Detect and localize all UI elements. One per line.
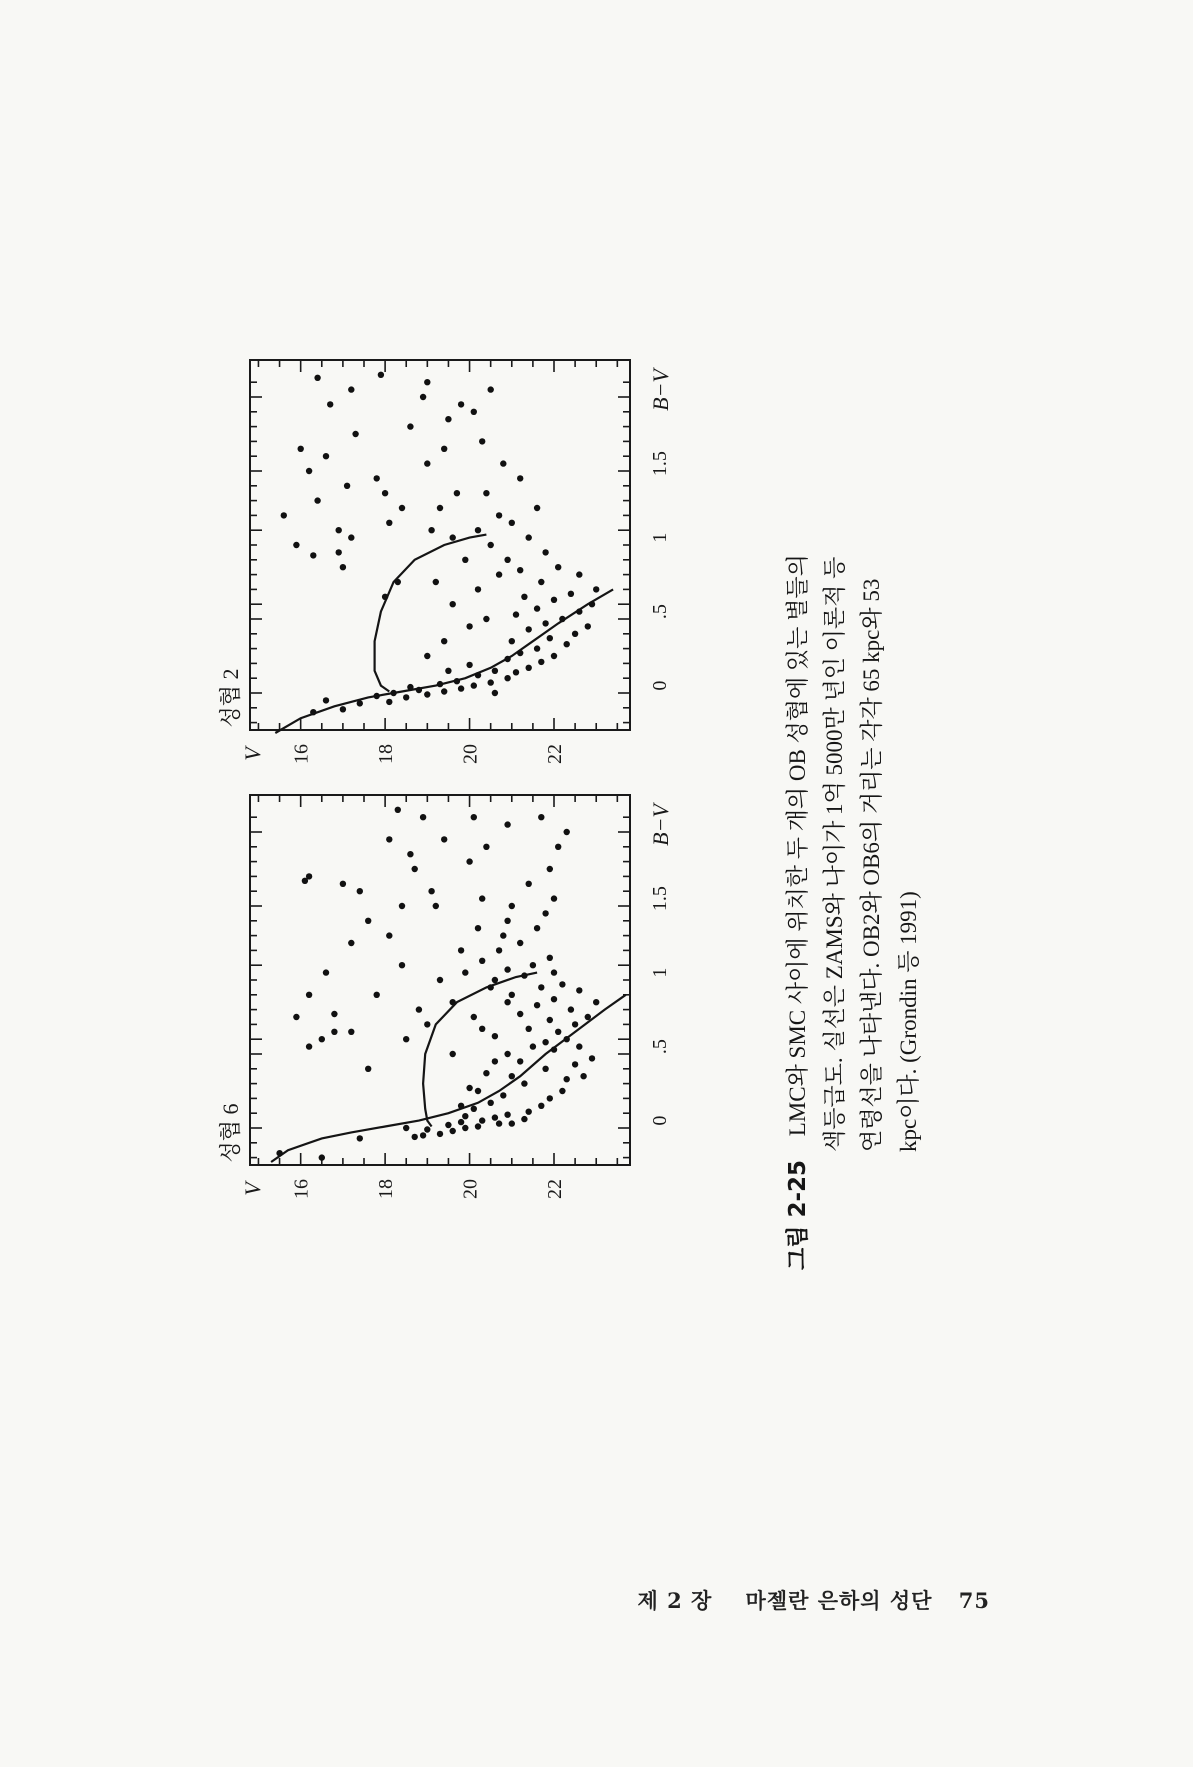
star-point: [306, 468, 312, 474]
star-point: [572, 1021, 578, 1027]
star-point: [504, 675, 510, 681]
star-point: [542, 1066, 548, 1072]
star-point: [462, 1113, 468, 1119]
star-point: [551, 895, 557, 901]
star-point: [386, 699, 392, 705]
star-point: [441, 688, 447, 694]
star-point: [555, 564, 561, 570]
v-tick-label: 22: [544, 744, 566, 764]
star-point: [323, 453, 329, 459]
star-point: [538, 814, 544, 820]
star-point: [437, 505, 443, 511]
star-point: [306, 1043, 312, 1049]
caption-line-1: [784, 554, 811, 1270]
bv-tick-label: .5: [649, 604, 671, 620]
star-point: [542, 910, 548, 916]
star-point: [412, 866, 418, 872]
star-point: [314, 497, 320, 503]
star-point: [534, 645, 540, 651]
bv-axis-label: B−V: [648, 804, 673, 846]
star-point: [488, 679, 494, 685]
v-axis-label: V: [240, 747, 265, 761]
star-point: [538, 1103, 544, 1109]
star-point: [564, 829, 570, 835]
star-point: [504, 918, 510, 924]
star-point: [551, 653, 557, 659]
star-point: [475, 586, 481, 592]
star-point: [382, 594, 388, 600]
star-point: [488, 386, 494, 392]
star-point: [530, 1043, 536, 1049]
star-point: [378, 372, 384, 378]
bv-tick-label: 1.5: [649, 451, 671, 477]
star-point: [504, 999, 510, 1005]
star-point: [471, 1106, 477, 1112]
star-point: [445, 1122, 451, 1128]
star-point: [450, 999, 456, 1005]
star-point: [331, 1011, 337, 1017]
star-point: [386, 932, 392, 938]
star-point: [399, 962, 405, 968]
star-point: [475, 925, 481, 931]
star-point: [585, 1014, 591, 1020]
star-point: [521, 594, 527, 600]
star-point: [593, 586, 599, 592]
star-point: [348, 1029, 354, 1035]
star-point: [509, 520, 515, 526]
star-point: [526, 626, 532, 632]
star-point: [555, 844, 561, 850]
star-point: [433, 579, 439, 585]
star-point: [517, 1058, 523, 1064]
star-point: [323, 697, 329, 703]
star-point: [564, 1076, 570, 1082]
star-point: [534, 1002, 540, 1008]
star-point: [424, 460, 430, 466]
star-point: [403, 1036, 409, 1042]
bv-tick-label: 0: [649, 680, 671, 691]
zams-curve: [271, 995, 626, 1162]
v-tick-label: 16: [290, 744, 313, 764]
star-point: [589, 601, 595, 607]
chart-association-2: [218, 360, 673, 764]
star-point: [319, 1154, 325, 1160]
star-point: [538, 579, 544, 585]
star-point: [319, 1036, 325, 1042]
star-point: [576, 987, 582, 993]
star-point: [559, 981, 565, 987]
star-point: [504, 656, 510, 662]
star-point: [437, 1131, 443, 1137]
star-point: [492, 1114, 498, 1120]
star-point: [403, 694, 409, 700]
star-point: [428, 527, 434, 533]
star-point: [399, 903, 405, 909]
star-point: [475, 1088, 481, 1094]
star-point: [504, 1051, 510, 1057]
star-point: [513, 669, 519, 675]
star-point: [348, 534, 354, 540]
star-point: [458, 1103, 464, 1109]
star-point: [504, 557, 510, 563]
v-tick-label: 20: [459, 1179, 482, 1199]
star-point: [458, 947, 464, 953]
star-point: [348, 386, 354, 392]
star-point: [471, 409, 477, 415]
star-point: [534, 925, 540, 931]
star-point: [365, 918, 371, 924]
star-point: [466, 662, 472, 668]
star-point: [551, 996, 557, 1002]
panel-title: 성협 6: [218, 1103, 243, 1163]
star-point: [420, 1132, 426, 1138]
star-point: [293, 1014, 299, 1020]
star-point: [306, 873, 312, 879]
star-point: [424, 691, 430, 697]
star-point: [542, 549, 548, 555]
star-point: [526, 881, 532, 887]
star-point: [475, 1123, 481, 1129]
star-point: [466, 1085, 472, 1091]
star-point: [517, 1011, 523, 1017]
star-point: [441, 446, 447, 452]
star-point: [521, 1080, 527, 1086]
star-point: [513, 611, 519, 617]
star-point: [276, 1150, 282, 1156]
star-point: [433, 903, 439, 909]
bv-axis-label: B−V: [648, 369, 673, 411]
star-point: [454, 490, 460, 496]
star-point: [416, 1006, 422, 1012]
star-point: [450, 1128, 456, 1134]
star-point: [547, 635, 553, 641]
star-point: [504, 821, 510, 827]
star-point: [416, 687, 422, 693]
star-point: [458, 401, 464, 407]
star-point: [462, 557, 468, 563]
chart-association-6: [218, 795, 673, 1199]
v-axis-label: V: [240, 1182, 265, 1196]
v-tick-label: 18: [375, 1179, 398, 1199]
star-point: [517, 475, 523, 481]
v-tick-label: 16: [290, 1179, 313, 1199]
star-point: [500, 1092, 506, 1098]
star-point: [340, 881, 346, 887]
star-point: [572, 1061, 578, 1067]
star-point: [517, 650, 523, 656]
star-point: [585, 623, 591, 629]
star-point: [479, 1117, 485, 1123]
star-point: [365, 1066, 371, 1072]
star-point: [344, 483, 350, 489]
star-point: [589, 1055, 595, 1061]
star-point: [500, 460, 506, 466]
star-point: [281, 512, 287, 518]
star-point: [450, 1051, 456, 1057]
figure-label: 그림 2-25: [785, 1160, 811, 1270]
page-number: 75: [958, 1588, 990, 1613]
bv-tick-label: 1: [649, 967, 671, 978]
star-point: [576, 571, 582, 577]
star-point: [483, 490, 489, 496]
star-point: [509, 638, 515, 644]
star-point: [521, 972, 527, 978]
star-point: [424, 653, 430, 659]
star-point: [488, 984, 494, 990]
star-point: [310, 709, 316, 715]
star-point: [450, 601, 456, 607]
star-point: [462, 969, 468, 975]
star-point: [547, 1017, 553, 1023]
star-point: [551, 597, 557, 603]
star-point: [517, 567, 523, 573]
star-point: [331, 1029, 337, 1035]
bv-tick-label: 1.5: [649, 886, 671, 912]
star-point: [458, 1119, 464, 1125]
star-point: [403, 1125, 409, 1131]
star-point: [407, 684, 413, 690]
star-point: [323, 969, 329, 975]
star-point: [348, 940, 354, 946]
star-point: [492, 690, 498, 696]
star-point: [407, 423, 413, 429]
star-point: [488, 542, 494, 548]
plot-frame: [250, 360, 630, 730]
star-point: [386, 520, 392, 526]
figure-caption: [784, 554, 921, 1270]
star-point: [340, 706, 346, 712]
star-point: [496, 512, 502, 518]
star-point: [441, 638, 447, 644]
star-point: [479, 958, 485, 964]
star-point: [314, 375, 320, 381]
star-point: [542, 620, 548, 626]
star-point: [496, 947, 502, 953]
star-point: [542, 1039, 548, 1045]
star-point: [471, 814, 477, 820]
star-point: [526, 1109, 532, 1115]
star-point: [551, 1046, 557, 1052]
star-point: [526, 665, 532, 671]
star-point: [572, 631, 578, 637]
star-point: [471, 682, 477, 688]
star-point: [492, 668, 498, 674]
star-point: [479, 438, 485, 444]
star-point: [445, 668, 451, 674]
star-point: [568, 1006, 574, 1012]
star-point: [521, 1116, 527, 1122]
star-point: [407, 851, 413, 857]
star-point: [509, 992, 515, 998]
star-point: [390, 690, 396, 696]
star-point: [492, 977, 498, 983]
star-point: [483, 616, 489, 622]
star-point: [492, 1033, 498, 1039]
v-tick-label: 18: [375, 744, 398, 764]
star-point: [293, 542, 299, 548]
star-point: [564, 1036, 570, 1042]
star-point: [374, 475, 380, 481]
star-point: [492, 1058, 498, 1064]
bv-tick-label: 1: [649, 532, 671, 543]
star-point: [483, 844, 489, 850]
star-point: [559, 1088, 565, 1094]
star-point: [576, 1043, 582, 1049]
zams-curve: [275, 589, 613, 733]
star-point: [450, 534, 456, 540]
star-point: [310, 552, 316, 558]
star-point: [395, 807, 401, 813]
star-point: [420, 394, 426, 400]
isochrone-curve: [423, 973, 537, 1127]
star-point: [509, 1120, 515, 1126]
star-point: [538, 659, 544, 665]
star-point: [445, 416, 451, 422]
star-point: [466, 623, 472, 629]
star-point: [399, 505, 405, 511]
bv-tick-label: 0: [649, 1115, 671, 1126]
star-point: [500, 932, 506, 938]
star-point: [475, 527, 481, 533]
star-point: [530, 962, 536, 968]
star-point: [568, 591, 574, 597]
star-point: [488, 1100, 494, 1106]
star-point: [551, 969, 557, 975]
star-point: [466, 858, 472, 864]
star-point: [496, 571, 502, 577]
star-point: [357, 888, 363, 894]
star-point: [428, 888, 434, 894]
star-point: [538, 984, 544, 990]
star-point: [576, 608, 582, 614]
star-point: [382, 490, 388, 496]
star-point: [509, 1073, 515, 1079]
star-point: [327, 401, 333, 407]
star-point: [526, 534, 532, 540]
star-point: [517, 940, 523, 946]
star-point: [336, 549, 342, 555]
star-point: [504, 1112, 510, 1118]
star-point: [458, 685, 464, 691]
star-point: [526, 1026, 532, 1032]
caption-text-1: LMC와 SMC 사이에 위치한 두 개의 OB 성협에 있는 별들의: [785, 554, 810, 1137]
star-point: [483, 1070, 489, 1076]
star-point: [593, 999, 599, 1005]
caption-line-3: 연령선을 나타낸다. OB2와 OB6의 거리는 각각 65 kpc와 53: [859, 578, 884, 1152]
star-point: [555, 1029, 561, 1035]
star-point: [386, 836, 392, 842]
star-point: [340, 564, 346, 570]
star-point: [475, 672, 481, 678]
star-point: [374, 693, 380, 699]
bv-tick-label: .5: [649, 1039, 671, 1055]
star-point: [336, 527, 342, 533]
page-footer: [0, 1585, 990, 1615]
star-point: [437, 681, 443, 687]
star-point: [424, 1021, 430, 1027]
star-point: [547, 1095, 553, 1101]
caption-line-4: kpc이다. (Grondin 등 1991): [896, 891, 921, 1152]
v-tick-label: 22: [544, 1179, 566, 1199]
star-point: [412, 1134, 418, 1140]
star-point: [534, 505, 540, 511]
star-point: [479, 895, 485, 901]
star-point: [496, 1120, 502, 1126]
star-point: [471, 1014, 477, 1020]
section-title: 마젤란 은하의 성단: [745, 1588, 933, 1613]
star-point: [357, 1135, 363, 1141]
star-point: [352, 431, 358, 437]
star-point: [424, 1126, 430, 1132]
star-point: [454, 678, 460, 684]
star-point: [298, 446, 304, 452]
star-point: [547, 955, 553, 961]
star-point: [462, 1125, 468, 1131]
star-point: [580, 1073, 586, 1079]
star-point: [509, 903, 515, 909]
panel-title: 성협 2: [218, 668, 243, 728]
star-point: [437, 977, 443, 983]
star-point: [420, 814, 426, 820]
star-point: [357, 700, 363, 706]
star-point: [374, 992, 380, 998]
caption-line-2: 색등급도. 실선은 ZAMS와 나이가 1억 5000만 년인 이론적 등: [822, 556, 847, 1152]
star-point: [534, 605, 540, 611]
star-point: [479, 1026, 485, 1032]
star-point: [559, 616, 565, 622]
star-point: [395, 579, 401, 585]
chapter-label: 제 2 장: [637, 1588, 713, 1613]
star-point: [547, 866, 553, 872]
star-point: [424, 379, 430, 385]
v-tick-label: 20: [459, 744, 482, 764]
star-point: [306, 992, 312, 998]
star-point: [504, 966, 510, 972]
star-point: [564, 641, 570, 647]
star-point: [441, 836, 447, 842]
